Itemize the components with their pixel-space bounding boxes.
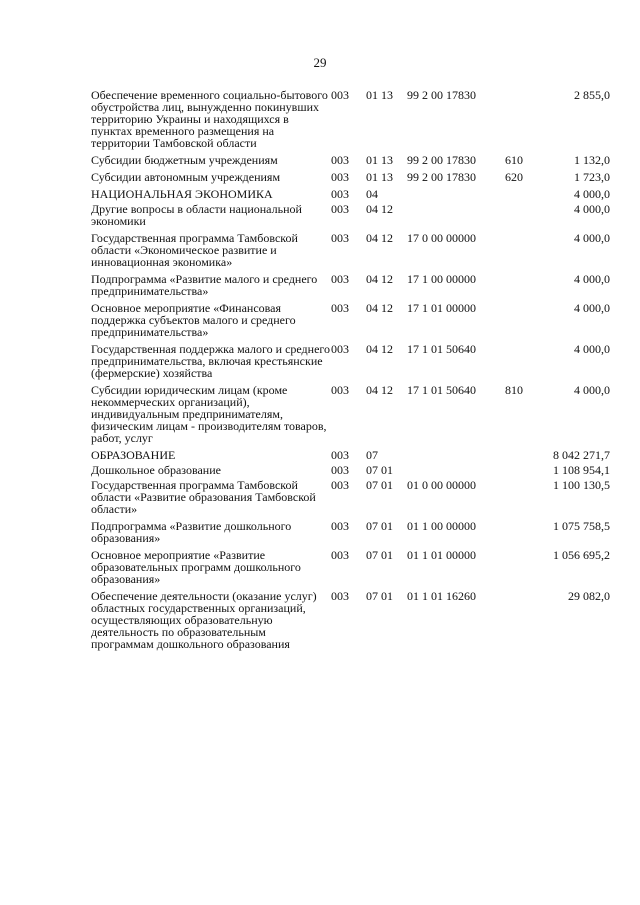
row-code: 003 [331,589,349,603]
table-row [91,273,610,302]
table-row [91,464,610,479]
row-name: Обеспечение временного социально-бытового обустройства лиц, вынужденно покинувших территорию Украины и находящихся в пунктах временного размещения на территории Тамбовской области [91,88,328,150]
row-amount: 4 000,0 [574,202,610,216]
row-code: 003 [331,153,349,167]
row-code: 003 [331,170,349,184]
row-code: 003 [331,448,349,462]
row-section: 04 12 [366,342,393,356]
row-section: 07 [366,448,378,462]
row-vr: 620 [505,170,523,184]
row-csr [407,188,505,203]
row-name: Основное мероприятие «Развитие образовательных программ дошкольного образования» [91,548,301,586]
table-row [91,590,610,655]
row-vr [505,549,529,590]
row-code: 003 [331,88,349,102]
row-section: 01 13 [366,88,393,102]
row-amount: 8 042 271,7 [553,448,610,462]
table-row [91,203,610,232]
row-amount: 1 056 695,2 [553,548,610,562]
row-section: 01 13 [366,170,393,184]
row-amount: 29 082,0 [568,589,610,603]
row-name: Субсидии бюджетным учреждениям [91,153,278,167]
row-name: Другие вопросы в области национальной экономики [91,202,302,228]
table-row [91,188,610,203]
row-section: 04 12 [366,272,393,286]
table-row [91,89,610,154]
row-code: 003 [331,231,349,245]
table-row [91,479,610,520]
row-amount: 1 100 130,5 [553,478,610,492]
row-section: 04 12 [366,231,393,245]
row-section: 07 01 [366,478,393,492]
budget-table [91,89,610,655]
row-name: Подпрограмма «Развитие дошкольного образования» [91,519,292,545]
row-vr [505,89,529,154]
row-code: 003 [331,548,349,562]
row-vr [505,188,529,203]
row-section: 07 01 [366,463,393,477]
row-code: 003 [331,463,349,477]
row-vr [505,520,529,549]
row-vr [505,273,529,302]
row-section: 01 13 [366,153,393,167]
table-row [91,549,610,590]
row-code: 003 [331,202,349,216]
row-code: 003 [331,478,349,492]
row-code: 003 [331,301,349,315]
row-name: Основное мероприятие «Финансовая поддержка субъектов малого и среднего предпринимательства» [91,301,296,339]
row-vr [505,464,529,479]
row-section: 04 [366,187,378,201]
row-csr: 01 0 00 00000 [407,478,476,492]
row-name: Подпрограмма «Развитие малого и среднего предпринимательства» [91,272,318,298]
row-vr [505,343,529,384]
row-vr [505,590,529,655]
row-name: Обеспечение деятельности (оказание услуг) областных государственных организаций, осуществляющих образовательную деятельность по образовательным программам дошкольного образования [91,589,317,651]
table-row [91,343,610,384]
row-amount: 1 075 758,5 [553,519,610,533]
row-amount: 1 723,0 [574,170,610,184]
table-row [91,171,610,188]
row-vr [505,232,529,273]
row-vr [505,302,529,343]
row-csr: 99 2 00 17830 [407,170,476,184]
page-number: 29 [313,55,327,70]
row-csr [407,203,505,232]
row-code: 003 [331,187,349,201]
row-vr [505,479,529,520]
row-amount: 4 000,0 [574,231,610,245]
row-code: 003 [331,342,349,356]
row-name: Государственная программа Тамбовской области «Экономическое развитие и инновационная экономика» [91,231,298,269]
row-csr: 99 2 00 17830 [407,153,476,167]
row-vr [505,449,529,464]
row-amount: 4 000,0 [574,187,610,201]
row-name: ОБРАЗОВАНИЕ [91,448,176,462]
row-csr: 99 2 00 17830 [407,88,476,102]
row-amount: 4 000,0 [574,272,610,286]
row-code: 003 [331,272,349,286]
row-section: 04 12 [366,202,393,216]
row-csr [407,449,505,464]
row-csr: 17 1 01 50640 [407,342,476,356]
row-vr: 610 [505,153,523,167]
row-section: 07 01 [366,519,393,533]
row-csr: 17 1 01 00000 [407,301,476,315]
row-amount: 4 000,0 [574,301,610,315]
row-name: Государственная поддержка малого и среднего предпринимательства, включая крестьянские (фермерские) хозяйства [91,342,331,380]
row-section: 04 12 [366,383,393,397]
row-csr: 17 1 01 50640 [407,383,476,397]
table-row [91,302,610,343]
row-csr: 17 1 00 00000 [407,272,476,286]
row-csr [407,464,505,479]
table-row [91,384,610,449]
row-amount: 2 855,0 [574,88,610,102]
table-row [91,520,610,549]
row-vr: 810 [505,383,523,397]
row-csr: 17 0 00 00000 [407,231,476,245]
row-section: 04 12 [366,301,393,315]
table-row [91,449,610,464]
row-section: 07 01 [366,589,393,603]
row-code: 003 [331,383,349,397]
row-section: 07 01 [366,548,393,562]
table-row [91,154,610,171]
row-name: Субсидии автономным учреждениям [91,170,281,184]
row-name: Субсидии юридическим лицам (кроме некоммерческих организаций), индивидуальным предпринимателям, физическим лицам - производителям товаров, работ, услуг [91,383,327,445]
table-row [91,232,610,273]
row-name: Государственная программа Тамбовской области «Развитие образования Тамбовской области» [91,478,316,516]
row-amount: 4 000,0 [574,383,610,397]
row-vr [505,203,529,232]
row-csr: 01 1 00 00000 [407,519,476,533]
row-amount: 4 000,0 [574,342,610,356]
row-amount: 1 108 954,1 [553,463,610,477]
row-amount: 1 132,0 [574,153,610,167]
row-code: 003 [331,519,349,533]
row-name: НАЦИОНАЛЬНАЯ ЭКОНОМИКА [91,187,273,201]
row-csr: 01 1 01 00000 [407,548,476,562]
row-name: Дошкольное образование [91,463,221,477]
row-csr: 01 1 01 16260 [407,589,476,603]
